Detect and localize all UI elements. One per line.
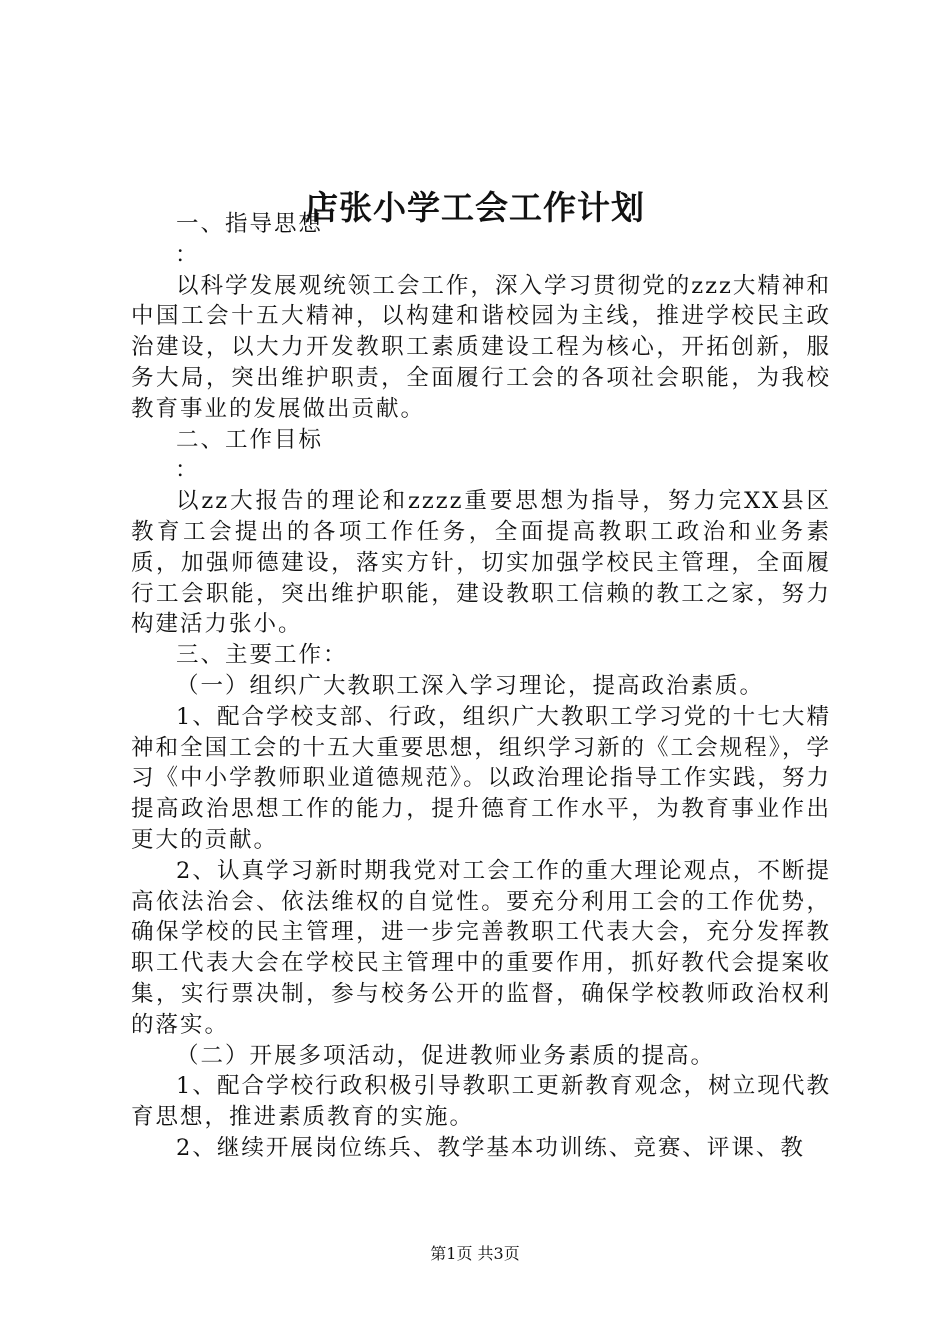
heading-guiding-thought: 一、指导思想 [176,211,324,237]
paragraph-item-2b: 2、继续开展岗位练兵、教学基本功训练、竞赛、评课、教 [176,1134,805,1161]
document-body [131,209,831,1164]
paragraph-guiding-thought: 以科学发展观统领工会工作，深入学习贯彻党的zzz大精神和中国工会十五大精神，以构建和谐校园为主线，推进学校民主政治建设，以大力开发教职工素质建设工程为核心，开拓创新，服务大局，突出维护职责，全面履行工会的各项社会职能，为我校教育事业的发展做出贡献。 [131,272,831,422]
document-title: 店张小学工会工作计划 [305,188,645,227]
heading-main-work: 三、主要工作： [176,642,348,669]
heading-work-goal: 二、工作目标 [176,426,324,453]
paragraph-work-goal: 以zz大报告的理论和zzzz重要思想为指导，努力完XX县区教育工会提出的各项工作任务，全面提高教职工政治和业务素质，加强师德建设，落实方针，切实加强学校民主管理，全面履行工会职能，突出维护职能，建设教职工信赖的教工之家，努力构建活力张小。 [131,488,831,638]
subheading-activities: （二）开展多项活动，促进教师业务素质的提高。 [176,1042,716,1069]
paragraph-item-1: 1、配合学校支部、行政，组织广大教职工学习党的十七大精神和全国工会的十五大重要思想，组织学习新的《工会规程》，学习《中小学教师职业道德规范》。以政治理论指导工作实践，努力提高政治思想工作的能力，提升德育工作水平，为教育事业作出更大的贡献。 [131,703,831,853]
page-footer: 第1页 共3页 [430,1244,520,1263]
colon-line: ： [175,241,200,268]
paragraph-item-2: 2、认真学习新时期我党对工会工作的重大理论观点，不断提高依法治会、依法维权的自觉性。要充分利用工会的工作优势，确保学校的民主管理，进一步完善教职工代表大会，充分发挥教职工代表大会在学校民主管理中的重要作用，抓好教代会提案收集，实行票决制，参与校务公开的监督，确保学校教师政治权利的落实。 [131,857,831,1038]
subheading-study-theory: （一）组织广大教职工深入学习理论，提高政治素质。 [176,672,765,699]
paragraph-item-1b: 1、配合学校行政积极引导教职工更新教育观念，树立现代教育思想，推进素质教育的实施。 [131,1073,831,1131]
colon-line: ： [175,457,200,484]
